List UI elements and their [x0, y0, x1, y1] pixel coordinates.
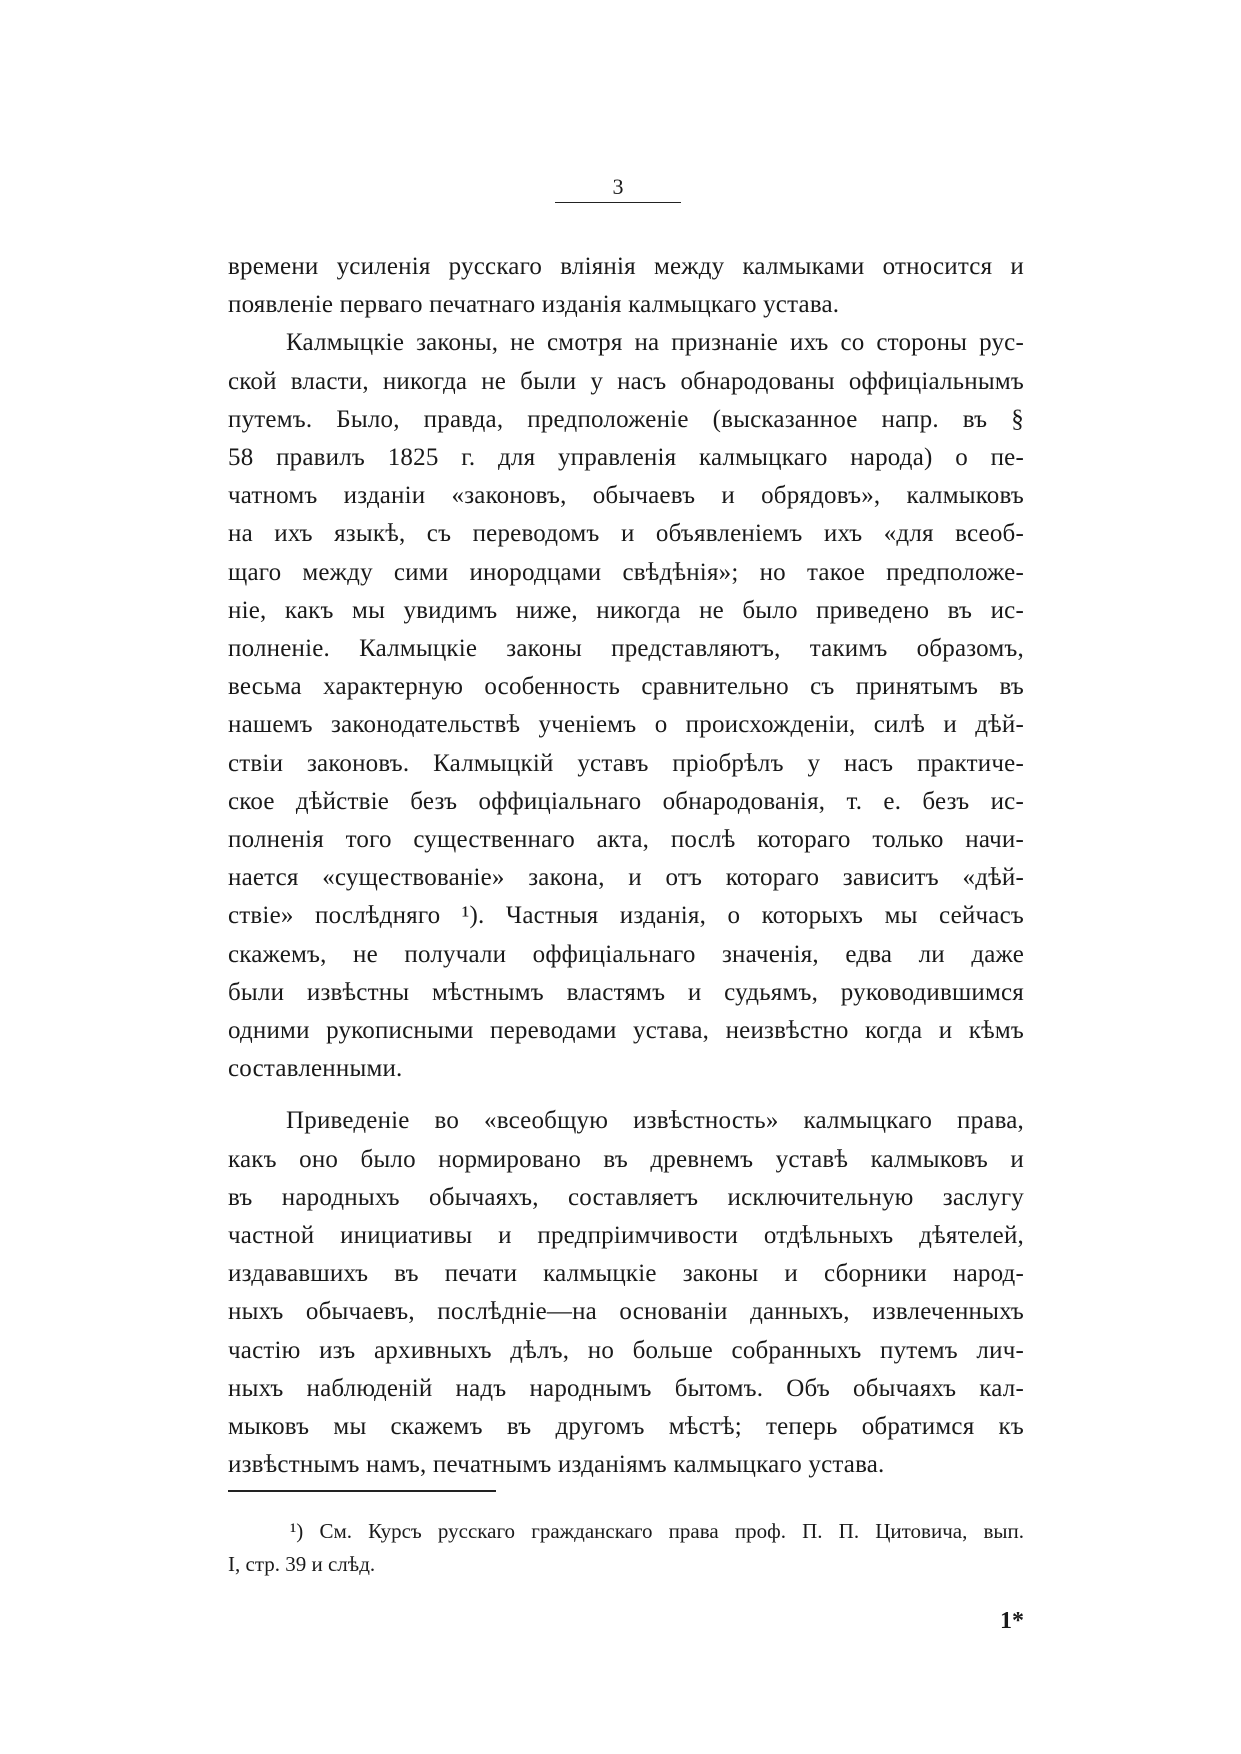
- text-line: чатномъ изданіи «законовъ, обычаевъ и обрядовъ», калмыковъ: [228, 482, 1024, 510]
- text-line: нается «существованіе» закона, и отъ котораго зависитъ «дѣй-: [228, 864, 1024, 892]
- footnote-line: I, стр. 39 и слѣд.: [228, 1552, 376, 1576]
- text-line: ныхъ обычаевъ, послѣдніе—на основаніи данныхъ, извлеченныхъ: [228, 1298, 1024, 1326]
- text-line: ныхъ наблюденій надъ народнымъ бытомъ. Объ обычаяхъ кал-: [228, 1374, 1024, 1402]
- text-line: издававшихъ въ печати калмыцкіе законы и сборники народ-: [228, 1260, 1024, 1288]
- body-text: [228, 248, 1024, 1485]
- footnote-line: ¹) См. Курсъ русскаго гражданскаго права проф. П. П. Цитовича, вып.: [290, 1519, 1024, 1543]
- text-line: ствіе» послѣдняго ¹). Частныя изданія, о которыхъ мы сейчасъ: [228, 902, 1024, 930]
- text-line: скажемъ, не получали оффиціальнаго значенія, едва ли даже: [228, 940, 1024, 968]
- text-line: полненія того существеннаго акта, послѣ котораго только начи-: [228, 826, 1024, 854]
- text-line: были извѣстны мѣстнымъ властямъ и судьямъ, руководившимся: [228, 978, 1024, 1006]
- text-line: весьма характерную особенность сравнительно съ принятымъ въ: [228, 673, 1024, 701]
- text-line: въ народныхъ обычаяхъ, составляетъ исключительную заслугу: [228, 1183, 1024, 1211]
- text-line: ской власти, никогда не были у насъ обнародованы оффиціальнымъ: [228, 367, 1024, 395]
- text-line: 58 правилъ 1825 г. для управленія калмыцкаго народа) о пе-: [228, 444, 1024, 472]
- text-line: извѣстнымъ намъ, печатнымъ изданіямъ калмыцкаго устава.: [228, 1451, 885, 1479]
- text-line: времени усиленія русскаго вліянія между калмыками относится и: [228, 253, 1024, 280]
- text-line: частной инициативы и предпріимчивости отдѣльныхъ дѣятелей,: [228, 1222, 1024, 1250]
- text-line: Калмыцкіе законы, не смотря на признаніе ихъ со стороны рус-: [286, 329, 1024, 357]
- text-line: ніе, какъ мы увидимъ ниже, никогда не было приведено въ ис-: [228, 596, 1024, 624]
- text-line: на ихъ языкѣ, съ переводомъ и объявленіемъ ихъ «для всеоб-: [228, 520, 1024, 548]
- text-line: одними рукописными переводами устава, неизвѣстно когда и кѣмъ: [228, 1017, 1024, 1045]
- text-line: полненіе. Калмыцкіе законы представляютъ, такимъ образомъ,: [228, 635, 1024, 663]
- text-line: какъ оно было нормировано въ древнемъ уставѣ калмыковъ и: [228, 1145, 1024, 1173]
- page-number: 3: [555, 176, 681, 203]
- footnote-divider: [228, 1490, 496, 1492]
- text-line: появленіе перваго печатнаго изданія калмыцкаго устава.: [228, 291, 840, 319]
- paragraph-gap: [228, 1088, 1024, 1102]
- text-line: путемъ. Было, правда, предположеніе (высказанное напр. въ §: [228, 405, 1024, 433]
- text-line: мыковъ мы скажемъ въ другомъ мѣстѣ; теперь обратимся къ: [228, 1413, 1024, 1441]
- text-line: ствіи законовъ. Калмыцкій уставъ пріобрѣлъ у насъ практиче-: [228, 749, 1024, 777]
- footnote: [228, 1515, 1024, 1581]
- text-line: ское дѣйствіе безъ оффиціальнаго обнародованія, т. е. безъ ис-: [228, 787, 1024, 815]
- text-line: составленными.: [228, 1055, 403, 1083]
- text-line: щаго между сими инородцами свѣдѣнія»; но такое предположе-: [228, 558, 1024, 586]
- text-line: частію изъ архивныхъ дѣлъ, но больше собранныхъ путемъ лич-: [228, 1336, 1024, 1364]
- text-line: Приведеніе во «всеобщую извѣстность» калмыцкаго права,: [286, 1107, 1024, 1135]
- signature-mark: 1*: [1000, 1608, 1024, 1634]
- text-line: нашемъ законодательствѣ ученіемъ о происхожденіи, силѣ и дѣй-: [228, 711, 1024, 739]
